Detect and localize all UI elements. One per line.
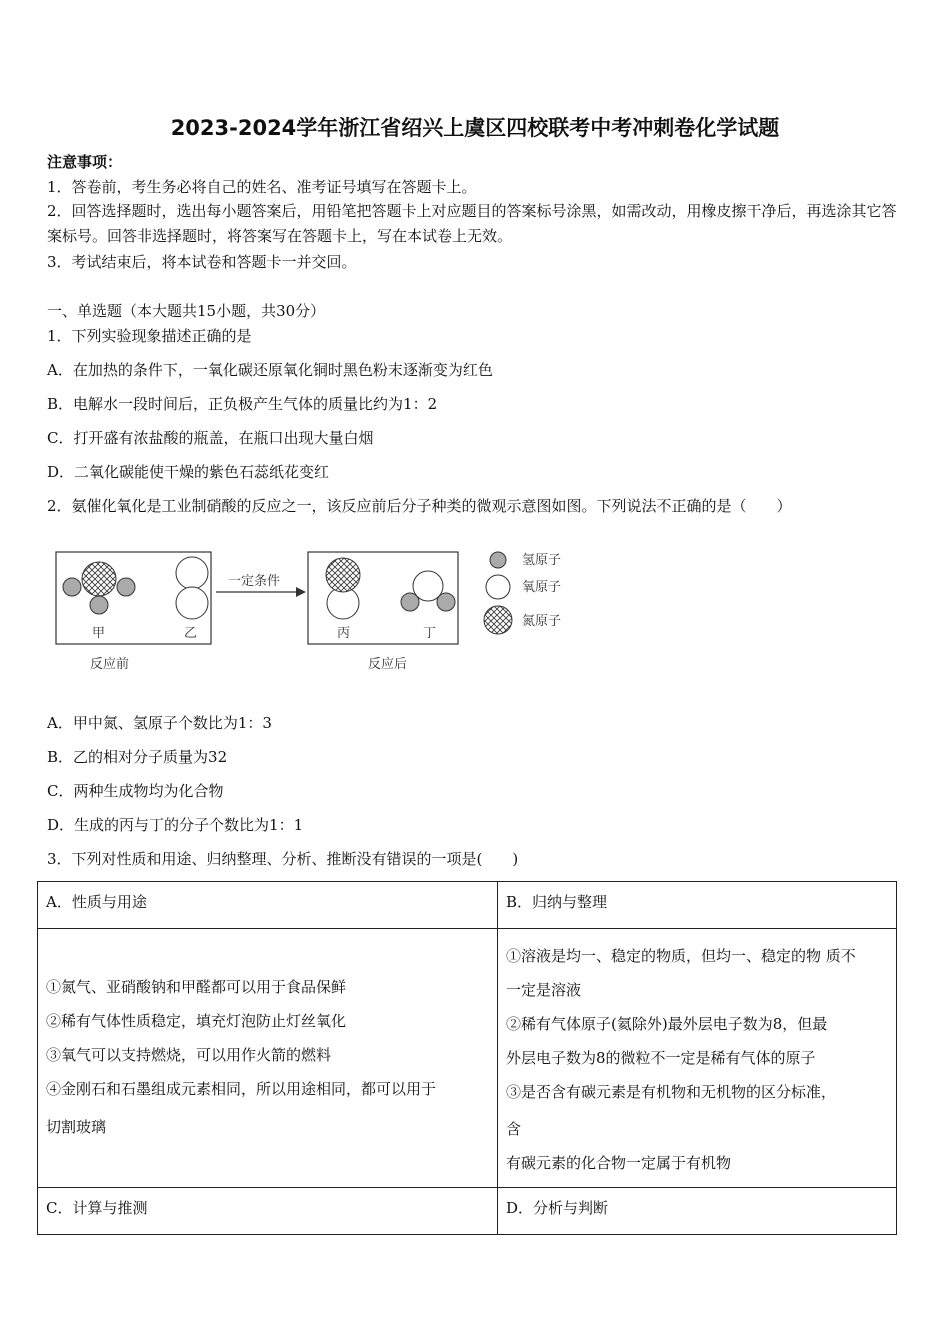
- q1-stem: 1．下列实验现象描述正确的是: [47, 327, 252, 345]
- cell-a-content: [38, 929, 498, 1188]
- q3-options-table: [37, 881, 897, 1235]
- caption-after: 反应后: [368, 657, 408, 672]
- legend: [484, 552, 512, 634]
- cell-b-header: B．归纳与整理: [498, 882, 897, 929]
- legend-hydrogen: 氢原子: [522, 553, 562, 568]
- cell-b-content: [498, 929, 897, 1188]
- b-line-4: 外层电子数为8的微粒不一定是稀有气体的原子: [506, 1049, 816, 1067]
- a-line-2: ②稀有气体性质稳定，填充灯泡防止灯丝氧化: [46, 1012, 347, 1030]
- arrow-label: 一定条件: [228, 574, 281, 589]
- b-line-2: 一定是溶液: [506, 981, 582, 999]
- caption-before: 反应前: [90, 657, 130, 672]
- label-ding: 丁: [423, 626, 437, 641]
- q2-option-a: A．甲中氮、氢原子个数比为1：3: [47, 714, 272, 732]
- q1-option-b: B．电解水一段时间后，正负极产生气体的质量比约为1：2: [47, 395, 438, 413]
- q2-option-c: C．两种生成物均为化合物: [47, 782, 224, 800]
- q1-option-c: C．打开盛有浓盐酸的瓶盖，在瓶口出现大量白烟: [47, 429, 374, 447]
- molecule-no: [326, 558, 360, 619]
- q2-option-d: D．生成的丙与丁的分子个数比为1：1: [47, 816, 304, 834]
- b-line-6: 含: [506, 1120, 522, 1138]
- q3-stem: 3．下列对性质和用途、归纳整理、分析、推断没有错误的一项是( ): [47, 850, 519, 868]
- label-jia: 甲: [92, 626, 106, 641]
- molecule-ammonia: [63, 562, 135, 614]
- q1-option-a: A．在加热的条件下，一氧化碳还原氧化铜时黑色粉末逐渐变为红色: [47, 361, 493, 379]
- cell-d-header: D．分析与判断: [498, 1188, 897, 1235]
- label-bing: 丙: [337, 626, 351, 641]
- b-line-5: ③是否含有碳元素是有机物和无机物的区分标准，: [506, 1083, 837, 1101]
- a-line-1: ①氮气、亚硝酸钠和甲醛都可以用于食品保鲜: [46, 978, 347, 996]
- notice-item-3: 3．考试结束后，将本试卷和答题卡一并交回。: [47, 253, 357, 271]
- page-title: 2023-2024学年浙江省绍兴上虞区四校联考中考冲刺卷化学试题: [170, 116, 780, 140]
- legend-nitrogen: 氮原子: [522, 614, 562, 629]
- b-line-1: ①溶液是均一、稳定的物质，但均一、稳定的物 质不: [506, 947, 856, 965]
- reaction-diagram: [50, 540, 590, 680]
- molecule-oxygen: [176, 557, 208, 619]
- cell-a-header: A．性质与用途: [38, 882, 498, 929]
- q2-option-b: B．乙的相对分子质量为32: [47, 748, 228, 766]
- notice-heading: 注意事项：: [47, 153, 123, 171]
- q2-stem: 2．氨催化氧化是工业制硝酸的反应之一，该反应前后分子种类的微观示意图如图。下列说法不正确的是（ ）: [47, 497, 792, 515]
- notice-item-1: 1．答卷前，考生务必将自己的姓名、准考证号填写在答题卡上。: [47, 178, 477, 196]
- a-line-3: ③氧气可以支持燃烧，可以用作火箭的燃料: [46, 1046, 332, 1064]
- label-yi: 乙: [184, 626, 198, 641]
- b-line-7: 有碳元素的化合物一定属于有机物: [506, 1154, 732, 1172]
- section-heading: 一、单选题（本大题共15小题，共30分）: [47, 302, 326, 320]
- a-line-5: 切割玻璃: [46, 1118, 107, 1136]
- q1-option-d: D．二氧化碳能使干燥的紫色石蕊纸花变红: [47, 463, 330, 481]
- notice-item-2: 2．回答选择题时，选出每小题答案后，用铅笔把答题卡上对应题目的答案标号涂黑，如需改动，用橡皮擦干净后，再选涂其它答案标号。回答非选择题时，将答案写在答题卡上，写在本试卷上无效。: [47, 202, 897, 245]
- cell-c-header: C．计算与推测: [38, 1188, 498, 1235]
- a-line-4: ④金刚石和石墨组成元素相同，所以用途相同，都可以用于: [46, 1080, 437, 1098]
- molecule-water: [401, 571, 455, 611]
- legend-oxygen: 氧原子: [522, 580, 562, 595]
- b-line-3: ②稀有气体原子(氦除外)最外层电子数为8，但最: [506, 1015, 828, 1033]
